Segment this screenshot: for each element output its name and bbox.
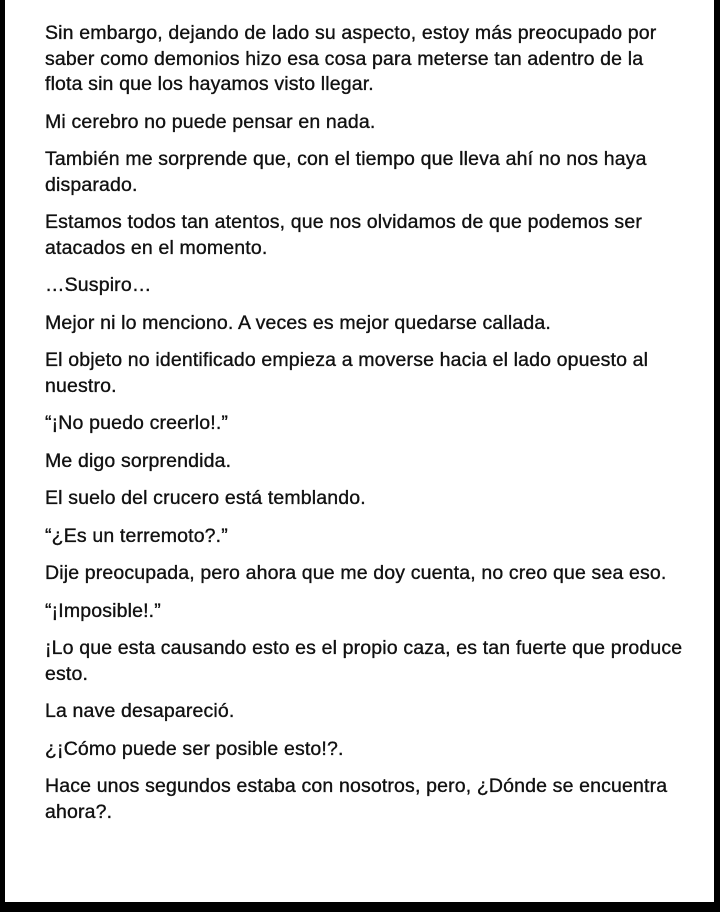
paragraph-15: La nave desapareció. [45,700,235,722]
paragraph-10: El suelo del crucero está temblando. [45,487,366,509]
paragraph-7: El objeto no identificado empieza a moverse hacia el lado opuesto al nuestro. [45,349,649,397]
paragraph-3: También me sorprende que, con el tiempo que lleva ahí no nos haya disparado. [45,148,647,196]
paragraph-8: “¡No puedo creerlo!.” [45,412,229,434]
paragraph-11: “¿Es un terremoto?.” [45,524,228,547]
paragraph-6: Mejor ni lo menciono. A veces es mejor quedarse callada. [45,311,551,334]
paragraph-14: ¡Lo que esta causando esto es el propio caza, es tan fuerte que produce esto. [45,637,683,685]
paragraph-1: Sin embargo, dejando de lado su aspecto, estoy más preocupado por saber como demonios hizo esa cosa para meterse tan adentro de la flota sin que los hayamos visto llegar. [45,22,657,95]
paragraph-2: Mi cerebro no puede pensar en nada. [45,110,376,133]
paragraph-9: Me digo sorprendida. [45,449,232,472]
paragraph-17: Hace unos segundos estaba con nosotros, pero, ¿Dónde se encuentra ahora?. [45,775,668,823]
paragraph-5: …Suspiro… [45,274,152,296]
text-page [5,0,714,902]
paragraph-12: Dije preocupada, pero ahora que me doy cuenta, no creo que sea eso. [45,562,667,584]
paragraph-13: “¡Imposible!.” [45,599,161,622]
paragraph-16: ¿¡Cómo puede ser posible esto!?. [45,737,344,760]
paragraph-4: Estamos todos tan atentos, que nos olvidamos de que podemos ser atacados en el momento. [45,211,642,259]
